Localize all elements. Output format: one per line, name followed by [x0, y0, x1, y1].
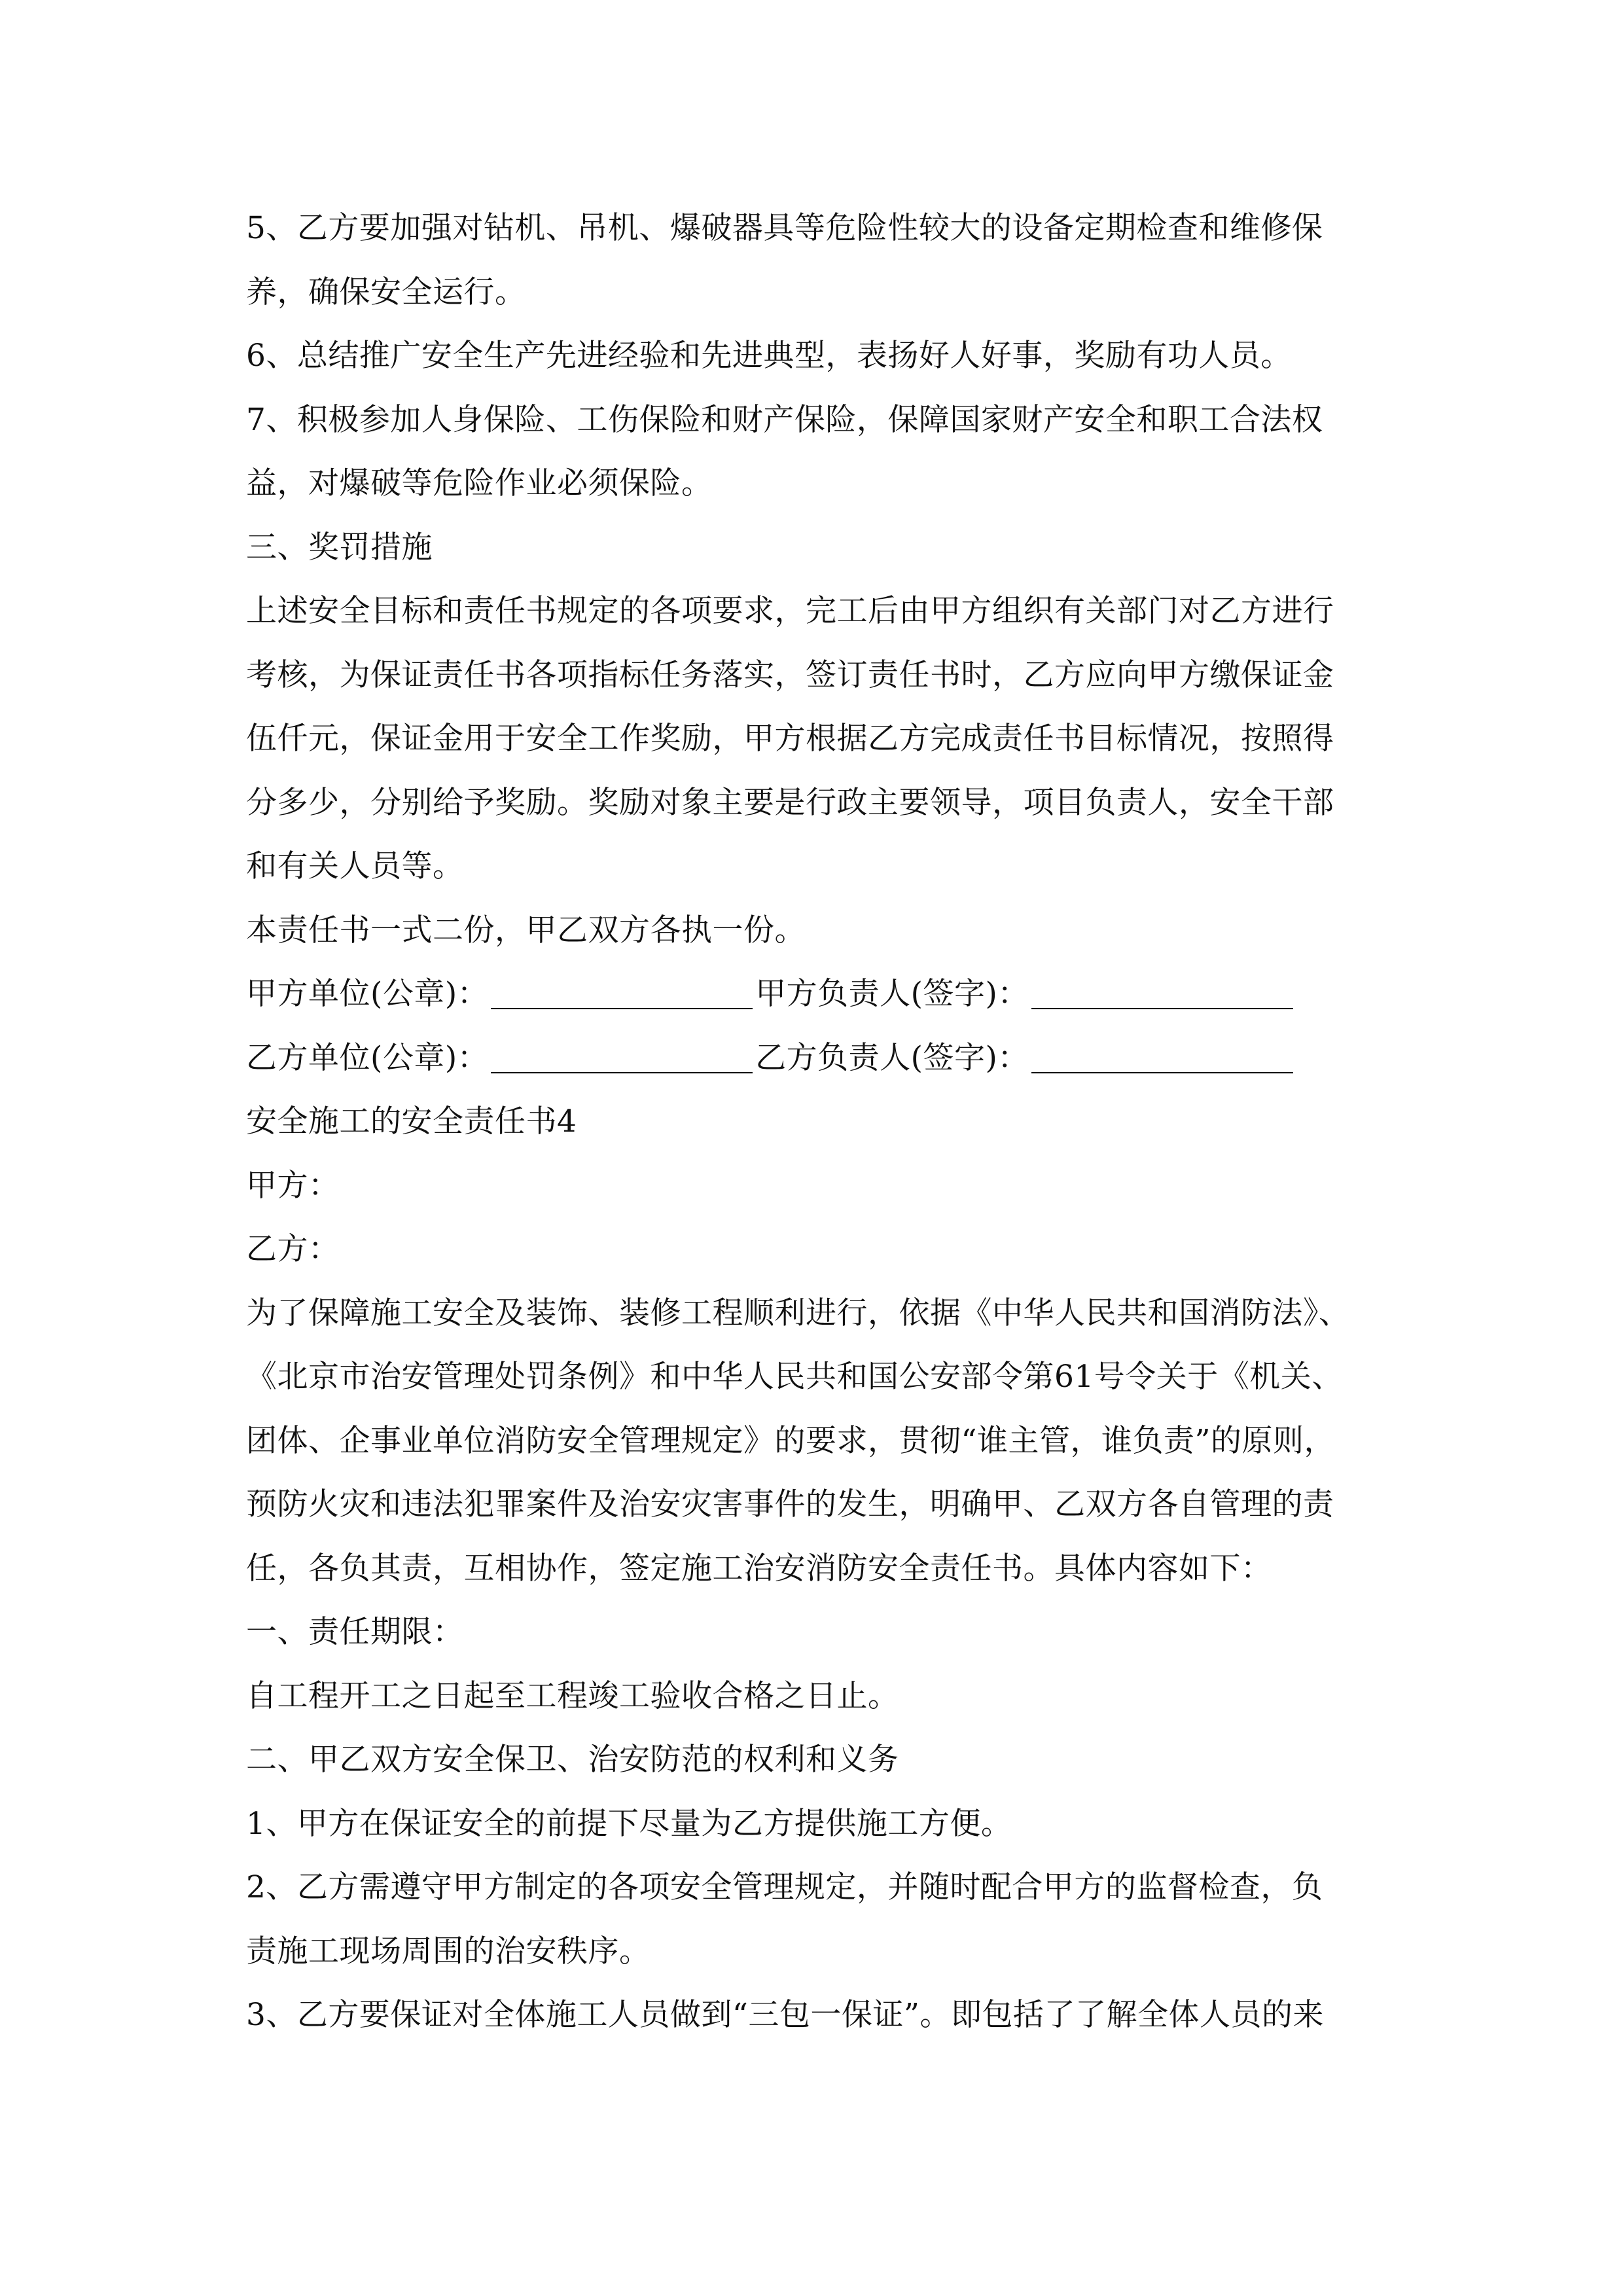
party-b-person-label: 乙方负责人(签字)： [755, 1039, 1029, 1076]
section-heading: 一、责任期限： [246, 1614, 464, 1650]
paragraph-line: 2、乙方需遵守甲方制定的各项安全管理规定，并随时配合甲方的监督检查，负 [246, 1869, 1323, 1905]
signature-row-party-b [246, 1026, 1385, 1090]
document-title: 安全施工的安全责任书4 [246, 1103, 577, 1139]
paragraph-line: 本责任书一式二份，甲乙双方各执一份。 [246, 912, 806, 948]
paragraph-line: 7、积极参加人身保险、工伤保险和财产保险，保障国家财产安全和职工合法权 [246, 401, 1323, 438]
paragraph-line: 任，各负其责，互相协作，签定施工治安消防安全责任书。具体内容如下： [246, 1550, 1272, 1587]
party-a-person-label: 甲方负责人(签字)： [755, 976, 1029, 1012]
paragraph-line: 预防火灾和违法犯罪案件及治安灾害事件的发生，明确甲、乙双方各自管理的责 [246, 1486, 1334, 1522]
paragraph-line: 和有关人员等。 [246, 848, 464, 884]
paragraph-line: 3、乙方要保证对全体施工人员做到“三包一保证”。即包括了了解全体人员的来 [246, 1997, 1324, 2033]
section-heading: 三、奖罚措施 [246, 529, 433, 565]
party-b-unit-label: 乙方单位(公章)： [246, 1039, 489, 1076]
paragraph-line: 养，确保安全运行。 [246, 274, 526, 310]
party-b-unit-blank [491, 1033, 753, 1073]
paragraph-line: 伍仟元，保证金用于安全工作奖励，甲方根据乙方完成责任书目标情况，按照得 [246, 721, 1334, 757]
paragraph-line: 考核，为保证责任书各项指标任务落实，签订责任书时，乙方应向甲方缴保证金 [246, 656, 1334, 693]
party-a-line: 甲方： [246, 1167, 340, 1204]
party-b-line: 乙方： [246, 1231, 340, 1267]
signature-row-party-a [246, 962, 1385, 1026]
paragraph-line: 1、甲方在保证安全的前提下尽量为乙方提供施工方便。 [246, 1805, 1012, 1842]
paragraph-line: 益，对爆破等危险作业必须保险。 [246, 465, 713, 501]
paragraph-line: 为了保障施工安全及装饰、装修工程顺利进行，依据《中华人民共和国消防法》、 [246, 1295, 1350, 1331]
paragraph-line: 团体、企事业单位消防安全管理规定》的要求，贯彻“谁主管，谁负责”的原则， [246, 1422, 1336, 1459]
paragraph-line: 5、乙方要加强对钻机、吊机、爆破器具等危险性较大的设备定期检查和维修保 [246, 210, 1323, 246]
section-heading: 二、甲乙双方安全保卫、治安防范的权利和义务 [246, 1742, 899, 1778]
paragraph-line: 上述安全目标和责任书规定的各项要求，完工后由甲方组织有关部门对乙方进行 [246, 593, 1334, 629]
party-b-person-blank [1031, 1033, 1293, 1073]
paragraph-line: 自工程开工之日起至工程竣工验收合格之日止。 [246, 1677, 899, 1714]
paragraph-line: 《北京市治安管理处罚条例》和中华人民共和国公安部令第61号令关于《机关、 [246, 1359, 1343, 1395]
paragraph-line: 6、总结推广安全生产先进经验和先进典型，表扬好人好事，奖励有功人员。 [246, 338, 1292, 374]
party-a-unit-label: 甲方单位(公章)： [246, 976, 489, 1012]
document-body [246, 196, 1385, 2047]
party-a-unit-blank [491, 969, 753, 1009]
paragraph-line: 责施工现场周围的治安秩序。 [246, 1933, 651, 1969]
paragraph-line: 分多少，分别给予奖励。奖励对象主要是行政主要领导，项目负责人，安全干部 [246, 784, 1334, 821]
party-a-person-blank [1031, 969, 1293, 1009]
